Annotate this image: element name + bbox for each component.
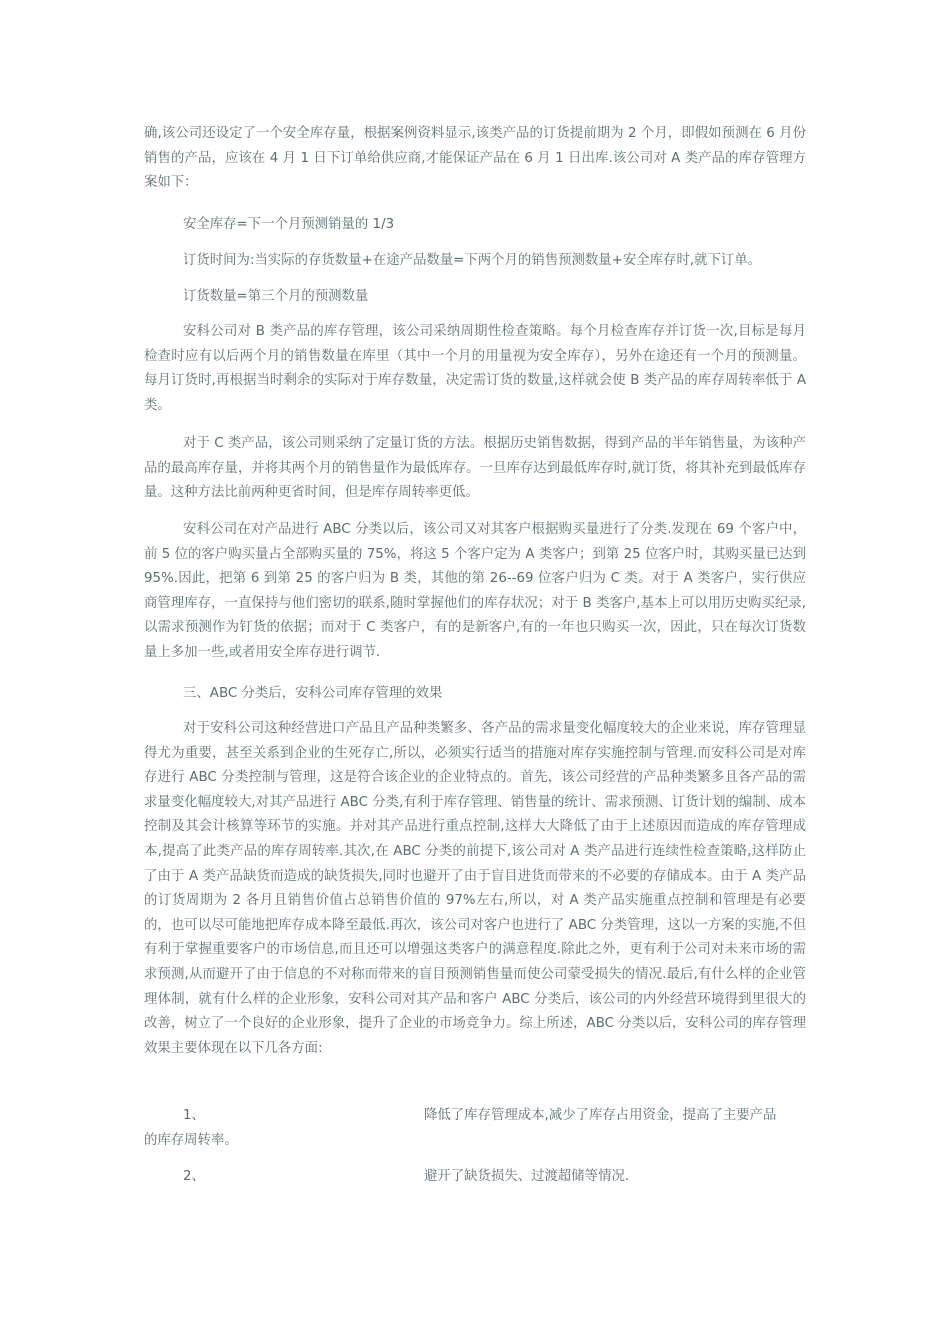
effects-paragraph: 对于安科公司这种经营进口产品且产品种类繁多、各产品的需求量变化幅度较大的企业来说，库存管理显得尤为重要，甚至关系到企业的生死存亡,所以，必须实行适当的措施对库存实施控制与管理.而安科公司是对库存进行 ABC 分类控制与管理，这是符合该企业的企业特点的。首先，该公司经营的产品种类繁多且各产品的需求量变化幅度较大,对其产品进行 ABC 分类,有利于库存管理、销售量的统计、需求预测、订货计划的编制、成本控制及其会计核算等环节的实施。并对其产品进行重点控制,这样大大降低了由于上述原因而造成的库存管理成本,提高了此类产品的库存周转率.其次,在 ABC 分类的前提下,该公司对 A 类产品进行连续性检查策略,这样防止了由于 A 类产品缺货而造成的缺货损失,同时也避开了由于盲目进货而带来的不必要的存储成本。由于 A 类产品的订货周期为 2 各月且销售价值占总销售价值的 97%左右,所以，对 A 类产品实施重点控制和管理是有必要的，也可以尽可能地把库存成本降至最低.再次，该公司对客户也进行了 ABC 分类管理，这以一方案的实施,不但有利于掌握重要客户的市场信息,而且还可以增强这类客户的满意程度.除此之外，更有利于公司对未来市场的需求预测,从而避开了由于信息的不对称而带来的盲目预测销售量而使公司蒙受损失的情况.最后,有什么样的企业管理体制，就有什么样的企业形象，安科公司对其产品和客户 ABC 分类后，该公司的内外经营环境得到里很大的改善，树立了一个良好的企业形象，提升了企业的市场竞争力。综上所述，ABC 分类以后，安科公司的库存管理效果主要体现在以下几各方面: — [144, 721, 806, 1056]
list-item-2-number: 2、 — [183, 1169, 205, 1184]
order-quantity-rule: 订货数量=第三个月的预测数量 — [183, 289, 369, 304]
c-class-paragraph: 对于 C 类产品，该公司则采纳了定量订货的方法。根据历史销售数据，得到产品的半年销售量，为该种产品的最高库存量，并将其两个月的销售量作为最低库存。一旦库存达到最低库存时,就订货，将其补充到最低库存量。这种方法比前两种更省时间，但是库存周转率更低。 — [144, 436, 806, 501]
intro-paragraph: 确,该公司还设定了一个安全库存量，根据案例资料显示,该类产品的订货提前期为 2 个月，即假如预测在 6 月份销售的产品，应该在 4 月 1 日下订单给供应商,才能保证产品在 6 月 1 日出库.该公司对 A 类产品的库存管理方案如下： — [144, 126, 806, 191]
list-item-2-text: 避开了缺货损失、过渡超储等情况. — [424, 1169, 630, 1184]
list-item-1-text: 降低了库存管理成本,减少了库存占用资金，提高了主要产品 — [424, 1108, 777, 1123]
customer-classification-paragraph: 安科公司在对产品进行 ABC 分类以后，该公司又对其客户根据购买量进行了分类.发现在 69 个客户中，前 5 位的客户购买量占全部购买量的 75%，将这 5 个客户定为 A 类客户；到第 25 位客户时，其购买量已达到 95%.因此，把第 6 到第 25 的客户归为 B 类，其他的第 26--69 位客户归为 C 类。对于 A 类客户，实行供应商管理库存，一直保持与他们密切的联系,随时掌握他们的库存状况；对于 B 类客户,基本上可以用历史购买纪录,以需求预测作为钉货的依据；而对于 C 类客户，有的是新客户,有的一年也只购买一次，因此，只在每次订货数量上多加一些,或者用安全库存进行调节. — [144, 522, 806, 660]
section-heading: 三、ABC 分类后，安科公司库存管理的效果 — [183, 686, 443, 701]
safety-stock-rule: 安全库存=下一个月预测销量的 1/3 — [183, 217, 395, 232]
list-item-1-continuation: 的库存周转率。 — [144, 1133, 238, 1148]
order-time-rule: 订货时间为:当实际的存货数量+在途产品数量=下两个月的销售预测数量+安全库存时,就下订单。 — [183, 253, 762, 268]
b-class-paragraph: 安科公司对 B 类产品的库存管理，该公司采纳周期性检查策略。每个月检查库存并订货一次,目标是每月检查时应有以后两个月的销售数量在库里（其中一个月的用量视为安全库存），另外在途还有一个月的预测量。每月订货时,再根据当时剩余的实际对于库存数量，决定需订货的数量,这样就会使 B 类产品的库存周转率低于 A 类。 — [144, 324, 806, 413]
list-item-1-number: 1、 — [183, 1108, 205, 1123]
